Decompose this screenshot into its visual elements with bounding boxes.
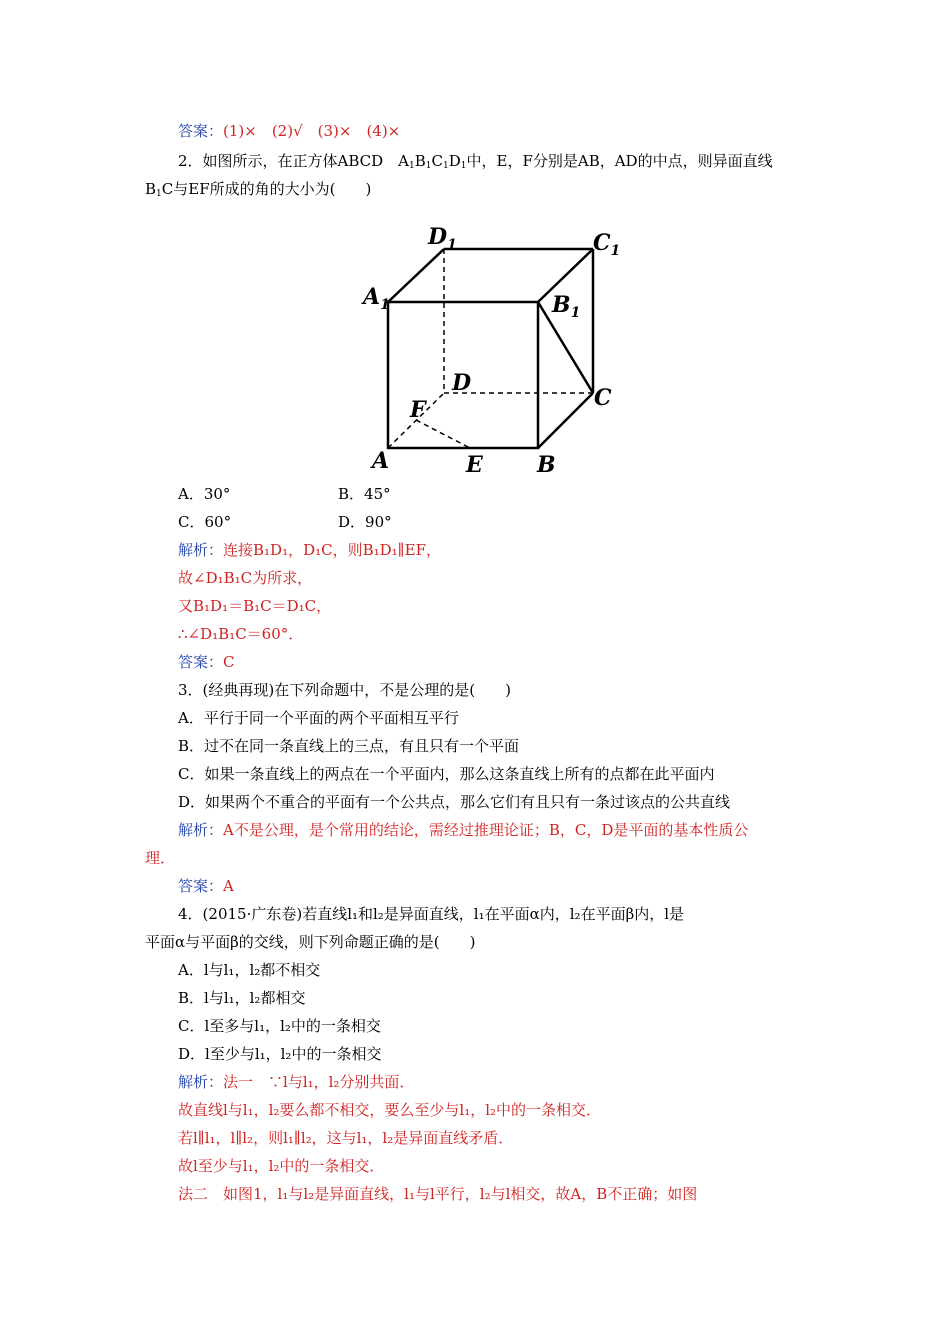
q2-stem-part: D	[448, 152, 461, 170]
q3-analysis-1	[178, 820, 748, 840]
q2-stem-part: C与EF所成的角的大小为( )	[161, 180, 372, 198]
label-f: F	[410, 397, 426, 423]
answer-value: (1)× (2)√ (3)× (4)×	[223, 122, 401, 140]
q2-stem-line2: $B_1C$与EF所成的角的大小为( )	[145, 180, 372, 199]
q2-analysis-3: 又B₁D₁＝B₁C＝D₁C，	[178, 597, 332, 615]
analysis-label: 解析：	[178, 821, 224, 839]
label-b1: $B_1$	[552, 292, 581, 321]
q2-option-b: B．45°	[338, 485, 391, 503]
label-a: A	[372, 448, 390, 474]
q4-option-a: A．l与l₁，l₂都不相交	[178, 961, 321, 979]
q4-analysis-4: 故l至少与l₁，l₂中的一条相交．	[178, 1157, 385, 1175]
q2-option-c: C．60°	[178, 513, 232, 531]
analysis-text: A不是公理，是个常用的结论，需经过推理论证；B，C，D是平面的基本性质公	[223, 821, 749, 839]
cube-figure	[360, 222, 622, 480]
q4-option-d: D．l至少与l₁，l₂中的一条相交	[178, 1045, 382, 1063]
q4-analysis-3: 若l∥l₁，l∥l₂，则l₁∥l₂，这与l₁，l₂是异面直线矛盾．	[178, 1129, 514, 1147]
q2-analysis-2: 故∠D₁B₁C为所求，	[178, 569, 313, 587]
q4-option-b: B．l与l₁，l₂都相交	[178, 989, 306, 1007]
q4-stem-2: 平面α与平面β的交线，则下列命题正确的是( )	[145, 933, 476, 951]
label-e: E	[466, 452, 483, 478]
q2-answer	[178, 652, 235, 672]
label-c: C	[594, 385, 612, 411]
q2-stem-part: C	[431, 152, 443, 170]
label-b: B	[537, 452, 556, 478]
q3-stem: 3．(经典再现)在下列命题中，不是公理的是( )	[178, 681, 511, 699]
q2-option-a: A．30°	[178, 485, 231, 503]
analysis-label: 解析：	[178, 541, 224, 559]
q4-option-c: C．l至多与l₁，l₂中的一条相交	[178, 1017, 381, 1035]
answer-value: C	[223, 653, 235, 671]
q3-option-c: C．如果一条直线上的两点在一个平面内，那么这条直线上所有的点都在此平面内	[178, 765, 715, 783]
q3-option-b: B．过不在同一条直线上的三点，有且只有一个平面	[178, 737, 520, 755]
label-d1: $D_1$	[428, 224, 457, 253]
analysis-text: 连接B₁D₁，D₁C，则B₁D₁∥EF，	[223, 541, 441, 559]
q4-stem-1: 4．(2015·广东卷)若直线l₁和l₂是异面直线，l₁在平面α内，l₂在平面β内，l是	[178, 905, 685, 923]
q4-analysis-1	[178, 1072, 414, 1092]
q2-option-d: D．90°	[338, 513, 392, 531]
q2-analysis-4: ∴∠D₁B₁C＝60°．	[178, 625, 304, 643]
answer-label: 答案：	[178, 653, 224, 671]
analysis-label: 解析：	[178, 1073, 224, 1091]
answer-label: 答案：	[178, 122, 224, 140]
label-a1: $A_1$	[363, 284, 390, 313]
q3-option-d: D．如果两个不重合的平面有一个公共点，那么它们有且只有一条过该点的公共直线	[178, 793, 731, 811]
q2-stem-line1: 2．如图所示，在正方体ABCD $A_1B_1C_1D_1$中，E，F分别是AB，AD的中点，则异面直线	[178, 152, 773, 171]
q3-answer	[178, 876, 234, 896]
analysis-text: 法一 ∵l与l₁，l₂分别共面．	[223, 1073, 415, 1091]
answer-value: A	[223, 877, 234, 895]
q3-option-a: A．平行于同一个平面的两个平面相互平行	[178, 709, 459, 727]
label-d: D	[452, 370, 472, 396]
q1-answer	[178, 121, 400, 141]
q2-stem-part: 2．如图所示，在正方体ABCD A	[178, 152, 410, 170]
q3-analysis-2: 理．	[145, 849, 176, 867]
label-c1: $C_1$	[593, 230, 621, 259]
q4-analysis-2: 故直线l与l₁，l₂要么都不相交，要么至少与l₁，l₂中的一条相交．	[178, 1101, 602, 1119]
answer-label: 答案：	[178, 877, 224, 895]
q4-analysis-5: 法二 如图1，l₁与l₂是异面直线，l₁与l平行，l₂与l相交，故A，B不正确；如图	[178, 1185, 698, 1203]
ef-line	[416, 420, 470, 448]
q2-stem-part: B	[145, 180, 157, 198]
q2-stem-part: 中，E，F分别是AB，AD的中点，则异面直线	[466, 152, 773, 170]
q2-analysis-1	[178, 540, 441, 560]
q2-stem-part: B	[414, 152, 426, 170]
